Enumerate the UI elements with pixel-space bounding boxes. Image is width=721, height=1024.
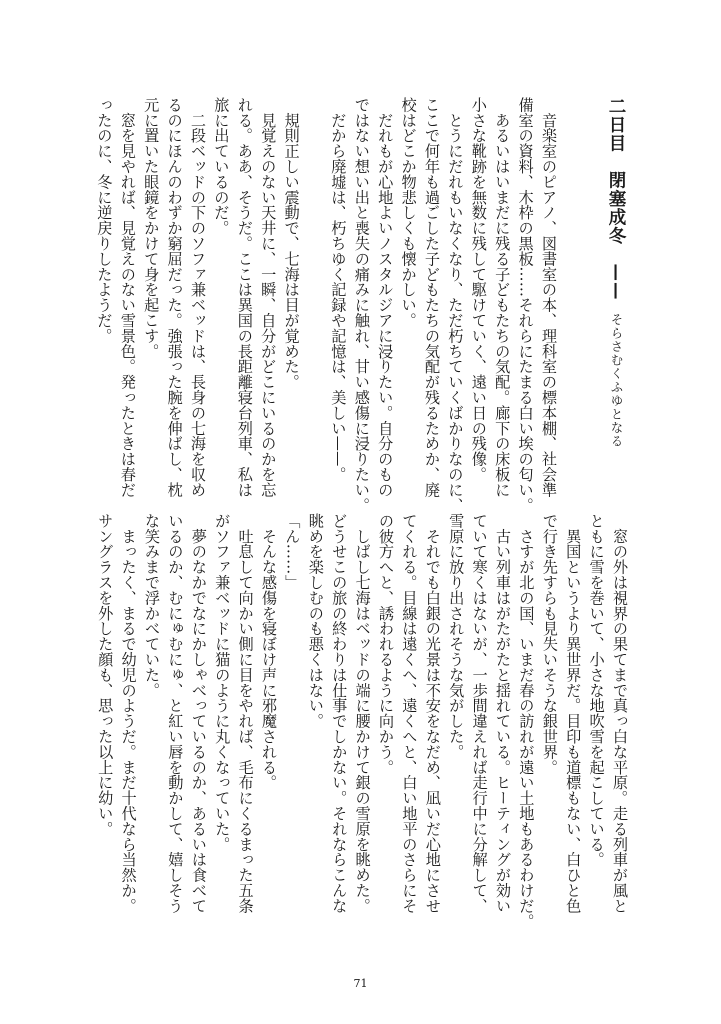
text-line: それでも白銀の光景は不安をなだめ、凪いだ心地にさせ	[423, 513, 442, 914]
text-line: れる。ああ、そうだ。ここは異国の長距離寝台列車、私は	[235, 97, 254, 498]
text-line: ともに雪を巻いて、小さな地吹雪を起こしている。	[587, 513, 606, 868]
text-line: だれもが心地よいノスタルジアに浸りたい。自分のもの	[376, 97, 395, 498]
text-line: 「ん……」	[283, 513, 302, 590]
text-line: 窓の外は視界の果てまで真っ白な平原。走る列車が風と	[611, 513, 629, 914]
text-line: の彼方へと、誘われるように向かう。	[377, 513, 395, 775]
text-line: 旅に出ているのだ。	[212, 97, 231, 236]
text-line: 音楽室のピアノ、図書室の本、理科室の標本棚、社会準	[540, 97, 558, 498]
text-line: で行き先すらも見失いそうな銀世界。	[540, 513, 559, 775]
text-line: るのにほんのわずか窮屈だった。強張った腕を伸ばし、枕	[165, 97, 184, 498]
text-line: 異国というより異世界だ。目印も道標もない、白ひと色	[564, 513, 583, 914]
chapter-subtitle: そらさむくふゆとなる	[609, 312, 624, 448]
text-line: 規則正しい震動で、七海は目が覚めた。	[282, 97, 301, 390]
text-line: 雪原に放り出されそうな気がした。	[447, 513, 466, 760]
chapter-title: 二日目 閉塞成冬 ——	[606, 97, 626, 301]
text-line: サングラスを外した顔も、思った以上に幼い。	[96, 513, 115, 837]
text-line: 備室の資料、木枠の黒板……それらにたまる白い埃の匂い。	[516, 97, 535, 513]
text-line: 吐息して向かい側に目をやれば、毛布にくるまった五条	[236, 513, 255, 914]
text-line: 見覚えのない天井に、一瞬、自分がどこにいるのかを忘	[259, 97, 278, 498]
text-line: がソファ兼ベッドに猫のように丸くなっていた。	[213, 513, 232, 852]
text-line: 古い列車はがたがたと揺れている。ヒーティングが効い	[494, 513, 512, 914]
text-line: 夢のなかでなにかしゃべっているのか、あるいは食べて	[189, 513, 208, 914]
text-line: 小さな靴跡を無数に残して駆けていく、遠い日の残像。	[469, 97, 488, 482]
text-line: 校はどこか物悲しくも懐かしい。	[399, 97, 418, 328]
text-line: そんな感傷を寝ぼけ声に邪魔される。	[260, 513, 278, 791]
text-line: ったのに、冬に逆戻りしたようだ。	[95, 97, 114, 344]
text-line: 眺めを楽しむのも悪くはない。	[306, 513, 325, 729]
text-line: 元に置いた眼鏡をかけて身を起こす。	[142, 97, 161, 359]
page-number: 71	[353, 977, 368, 990]
text-line: だから廃墟は、朽ちゆく記録や記憶は、美しい——。	[329, 97, 348, 482]
text-line: しばし七海はベッドの端に腰かけて銀の雪原を眺めた。	[353, 513, 372, 914]
text-line: いるのか、むにゅむにゅ、と紅い唇を動かして、嬉しそう	[166, 513, 185, 914]
text-line: あるいはいまだに残る子どもたちの気配。廊下の床板に	[493, 97, 512, 498]
text-line: 二段ベッドの下のソファ兼ベッドは、長身の七海を収め	[189, 97, 207, 498]
text-line: まったく、まるで幼児のようだ。まだ十代なら当然か。	[119, 513, 138, 914]
chapter-heading	[607, 97, 629, 448]
text-line: 窓を見やれば、見覚えのない雪景色。発ったときは春だ	[118, 97, 137, 498]
text-line: とうにだれもいなくなり、ただ朽ちていくばかりなのに、	[446, 97, 465, 513]
text-line: ここで何年も過ごした子どもたちの気配が残るためか、廃	[423, 97, 441, 498]
text-line: ていて寒くはないが、一歩間違えれば走行中に分解して、	[470, 513, 489, 914]
text-line: ではない想い出と喪失の痛みに触れ、甘い感傷に浸りたい。	[352, 97, 371, 513]
text-line: てくれる。目線は遠くへ、遠くへと、白い地平のさらにそ	[400, 513, 419, 914]
text-line: な笑みまで浮かべていた。	[143, 513, 161, 698]
text-line: さすが北の国、いまだ春の訪れが遠い土地もあるわけだ。	[517, 513, 536, 929]
text-line: どうせこの旅の終わりは仕事でしかない。それならこんな	[330, 513, 349, 914]
